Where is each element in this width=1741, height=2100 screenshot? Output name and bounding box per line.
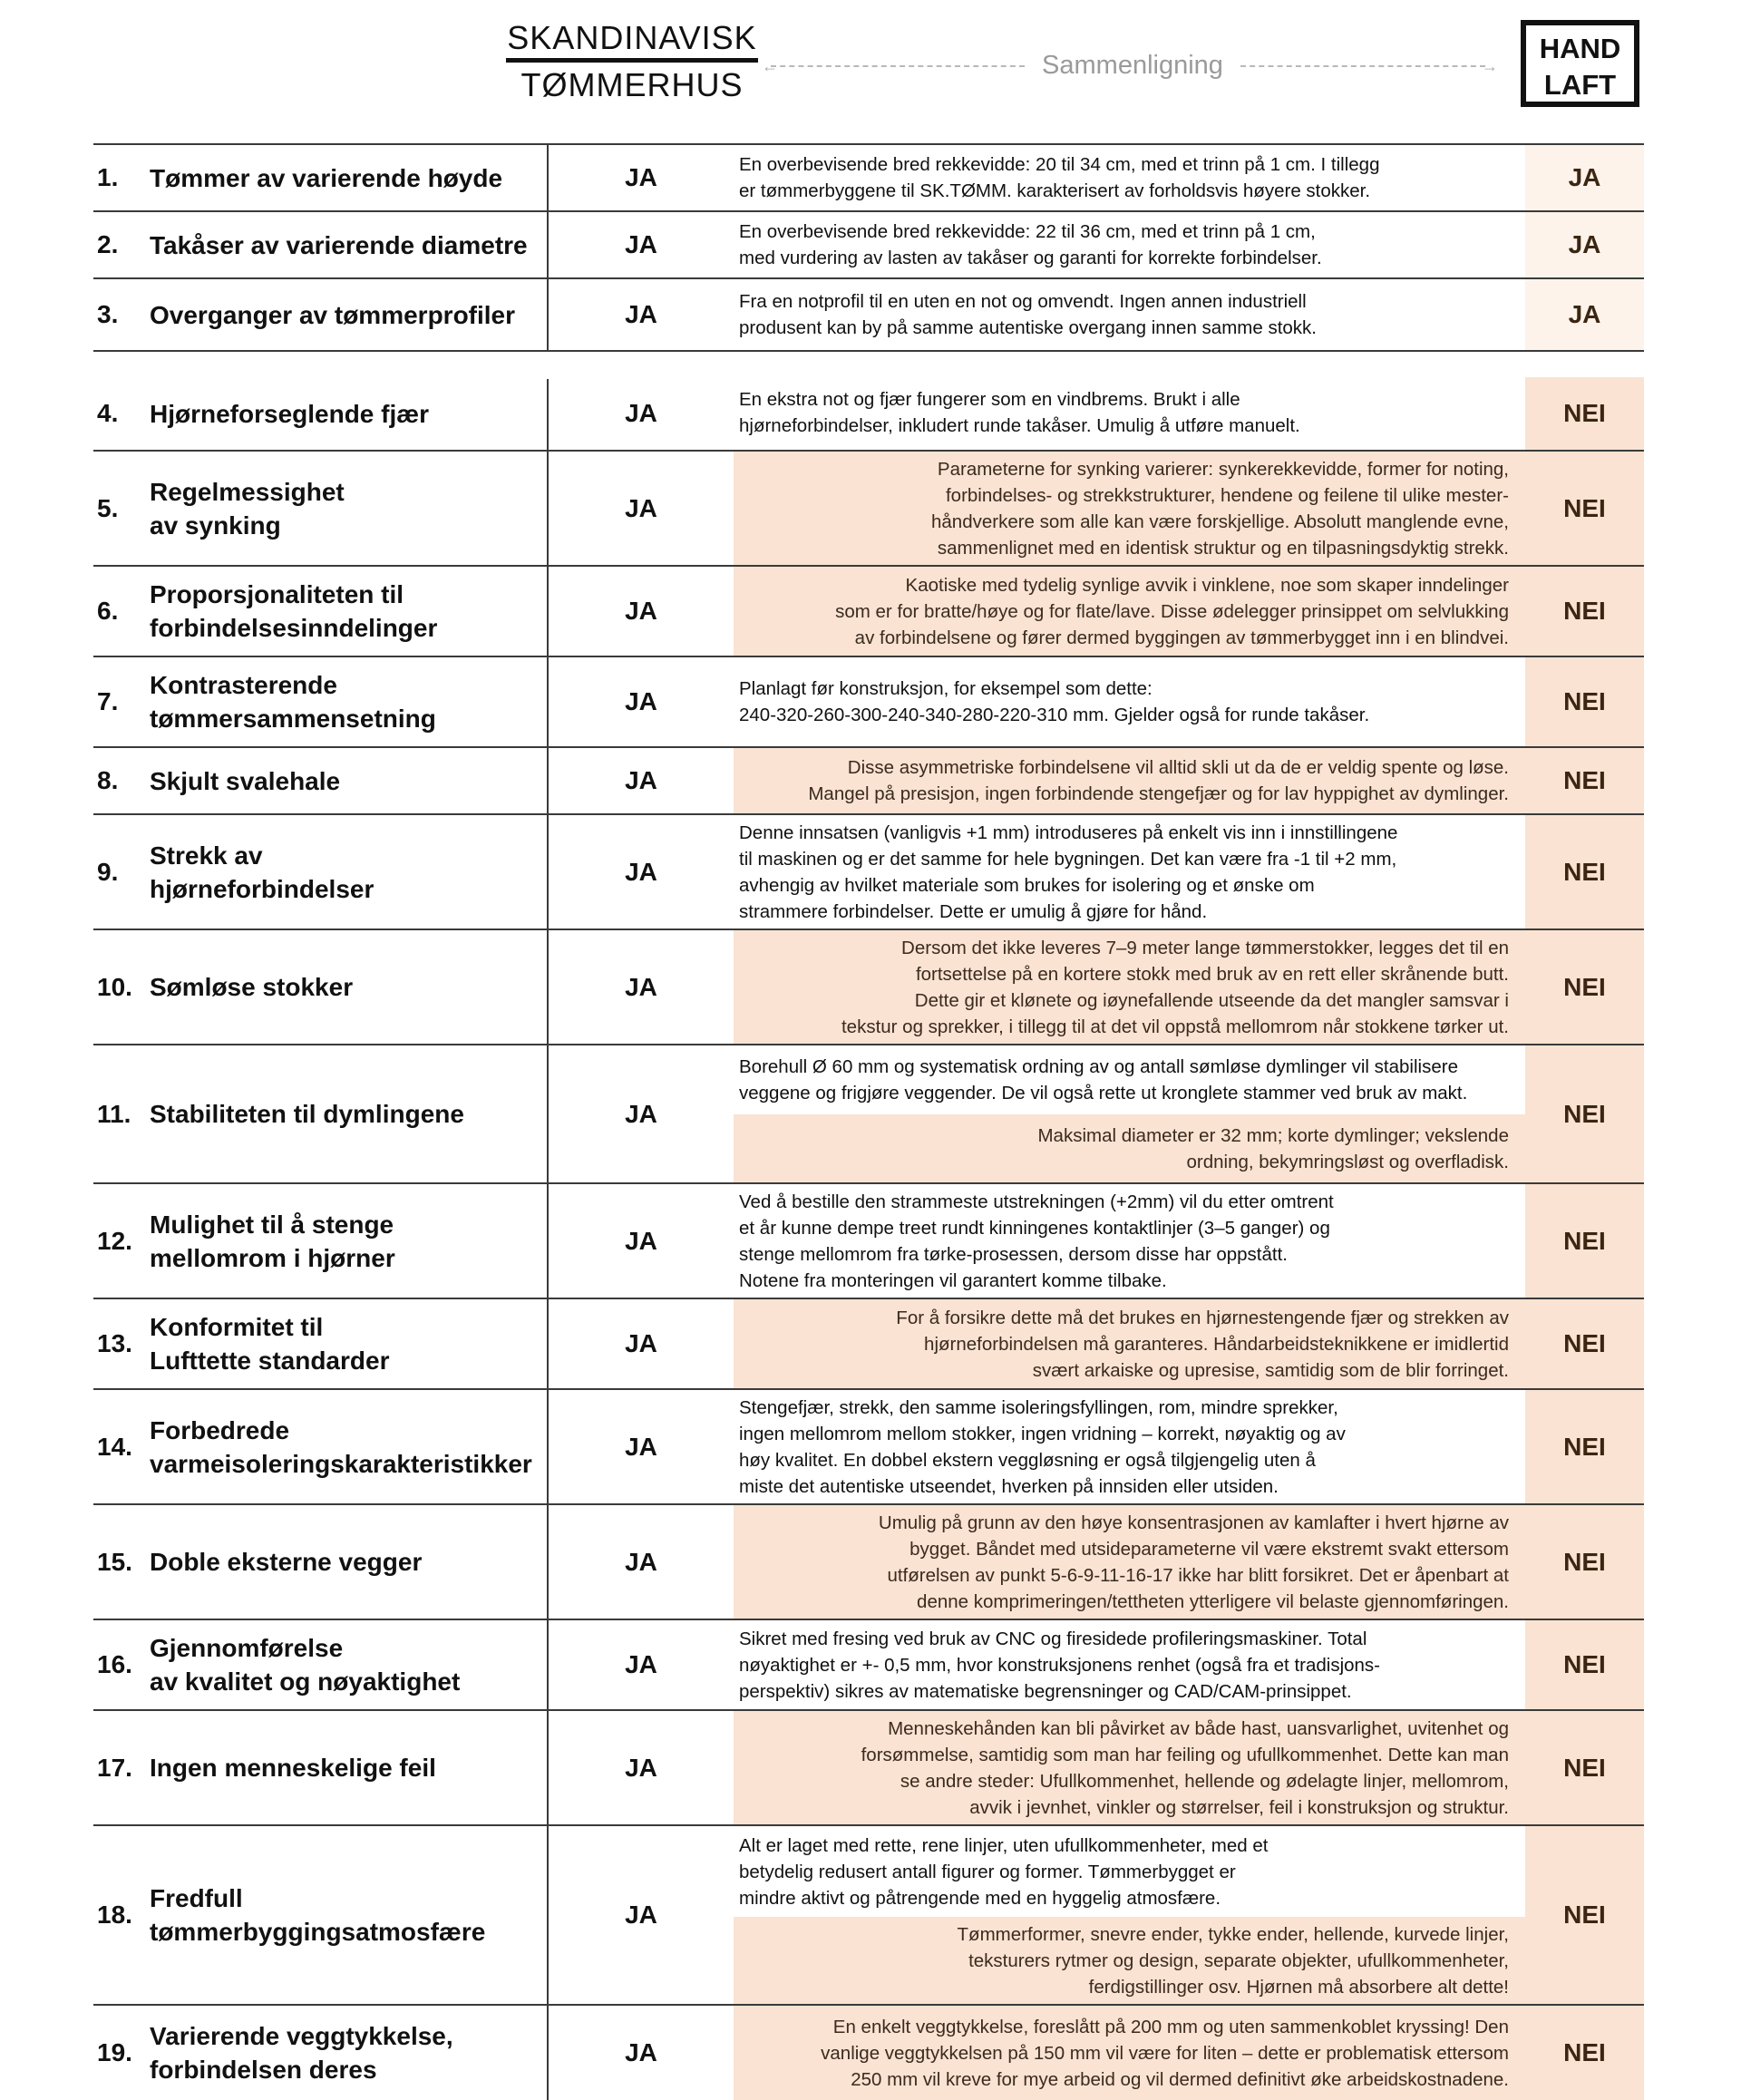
skandinavisk-answer: JA <box>625 597 657 625</box>
row-title-line: Regelmessighet <box>150 477 345 506</box>
description-line: Dette gir et klønete og iøynefallende utseende da det mangler samsvar i <box>914 989 1509 1011</box>
table-row <box>93 1824 1644 2004</box>
row-title-line: Overganger av tømmerprofiler <box>150 300 516 329</box>
row-title-line: Gjennomførelse <box>150 1634 344 1662</box>
description-line: bygget. Båndet med utsideparameterne vil være ekstremt svakt ettersom <box>909 1538 1509 1560</box>
table-row <box>93 143 1644 210</box>
row-number: 17. <box>97 1753 132 1782</box>
row-number: 7. <box>97 687 119 715</box>
row-title-line: Ingen menneskelige feil <box>150 1754 436 1782</box>
description-line: produsent kan by på samme autentiske overgang innen samme stokk. <box>739 317 1317 338</box>
description-block <box>734 1826 1525 1917</box>
hand-laft-logo <box>1521 20 1639 107</box>
table-row <box>93 565 1644 656</box>
skandinavisk-answer: JA <box>625 399 657 427</box>
row-title-line: tømmersammensetning <box>150 705 436 733</box>
hand-laft-answer: NEI <box>1525 1184 1644 1298</box>
row-description <box>734 1390 1525 1503</box>
skandinavisk-answer: JA <box>625 1753 657 1782</box>
row-description <box>734 1299 1525 1388</box>
row-number: 9. <box>97 857 119 886</box>
description-line: Umulig på grunn av den høye konsentrasjonen av kamlafter i hvert hjørne av <box>878 1512 1509 1533</box>
row-number: 4. <box>97 399 119 427</box>
description-block <box>734 567 1525 656</box>
description-line: nøyaktighet er +- 0,5 mm, hvor konstruksjonens renhet (også fra et tradisjons- <box>739 1654 1380 1676</box>
hand-laft-answer: NEI <box>1525 567 1644 656</box>
table-row <box>93 746 1644 813</box>
description-line: ferdigstillinger osv. Hjørnen må absorbere alt dette! <box>1088 1976 1509 1998</box>
hand-laft-answer: NEI <box>1525 1620 1644 1709</box>
description-line: høy kvalitet. En dobbel ekstern veggløsning er også tilgjengelig uten å <box>739 1449 1316 1471</box>
row-description <box>734 1045 1525 1182</box>
hand-laft-answer: NEI <box>1525 2006 1644 2100</box>
description-line: ingen mellomrom mellom stokker, ingen vridning – korrekt, nøyaktig og av <box>739 1423 1346 1444</box>
table-row <box>93 1619 1644 1709</box>
row-title-line: Tømmer av varierende høyde <box>150 163 503 192</box>
description-block <box>734 377 1525 448</box>
description-line: med vurdering av lasten av takåser og garanti for korrekte forbindelser. <box>739 248 1322 268</box>
row-number: 13. <box>97 1329 132 1357</box>
row-description <box>734 1826 1525 2004</box>
description-line: Stengefjær, strekk, den samme isoleringsfyllingen, rom, mindre sprekker, <box>739 1396 1338 1418</box>
description-line: Mangel på presisjon, ingen forbindende stengefjær og for lav hyppighet av dymlinger. <box>808 783 1509 804</box>
row-title-text <box>150 839 374 906</box>
logo-line1: SKANDINAVISK <box>507 19 757 56</box>
hand-laft-answer: NEI <box>1525 1826 1644 2004</box>
description-line: et år kunne dempe treet rundt kinningenes kontaktlinjer (3–5 ganger) og <box>739 1217 1330 1239</box>
row-title-text <box>150 1631 460 1698</box>
row-title-text <box>150 1414 532 1481</box>
row-description <box>734 930 1525 1044</box>
description-block <box>734 1184 1525 1298</box>
description-line: av forbindelsene og fører dermed byggingen av tømmerbygget inn i en blindvei. <box>854 627 1509 648</box>
description-line: stenge mellomrom fra tørke-prosessen, dersom disse har oppstått. <box>739 1243 1288 1265</box>
row-number: 19. <box>97 2038 132 2066</box>
description-line: En overbevisende bred rekkevidde: 20 til 34 cm, med et trinn på 1 cm. I tillegg <box>739 154 1380 175</box>
description-line: Disse asymmetriske forbindelsene vil alltid skli ut da de er veldig spente og løse. <box>847 757 1509 778</box>
description-line: avvik i jevnhet, vinkler og størrelser, feil i konstruksjon og struktur. <box>969 1796 1509 1818</box>
table-row <box>93 1044 1644 1182</box>
row-description <box>734 815 1525 928</box>
table-row <box>93 377 1644 450</box>
description-line: Denne innsatsen (vanligvis +1 mm) introduseres på enkelt vis inn i innstillingene <box>739 822 1398 843</box>
row-description <box>734 1505 1525 1619</box>
hand-laft-answer: NEI <box>1525 657 1644 746</box>
skandinavisk-answer: JA <box>625 230 657 258</box>
description-block <box>734 1114 1525 1182</box>
skandinavisk-answer: JA <box>625 972 657 1001</box>
skandinavisk-answer: JA <box>625 687 657 715</box>
description-line: tekstur og sprekker, i tillegg til at det vil oppstå mellomrom når stokkene tørker ut. <box>841 1016 1509 1037</box>
skandinavisk-answer: JA <box>625 163 657 191</box>
table-row <box>93 656 1644 746</box>
description-line: denne komprimeringen/tettheten ytterligere vil belaste gjennomføringen. <box>917 1590 1509 1612</box>
row-title-line: Skjult svalehale <box>150 766 341 795</box>
table-row <box>93 277 1644 350</box>
hand-laft-answer: NEI <box>1525 1390 1644 1503</box>
description-line: miste det autentiske utseendet, hverken på innsiden eller utsiden. <box>739 1475 1279 1497</box>
description-line: Dersom det ikke leveres 7–9 meter lange tømmerstokker, legges det til en <box>901 937 1509 958</box>
hand-laft-answer: NEI <box>1525 1045 1644 1182</box>
row-title-line: forbindelsesinndelinger <box>150 614 438 642</box>
description-line: avhengig av hvilket materiale som brukes for isolering og et ønske om <box>739 874 1315 896</box>
row-title-line: av synking <box>150 510 281 540</box>
description-block <box>734 2006 1525 2100</box>
row-description <box>734 657 1525 746</box>
row-title-line: Proporsjonaliteten til <box>150 580 404 608</box>
row-title-line: Stabiliteten til dymlingene <box>150 1100 464 1128</box>
table-row <box>93 1182 1644 1298</box>
description-line: Fra en notprofil til en uten en not og omvendt. Ingen annen industriell <box>739 291 1307 312</box>
row-title-line: tømmerbyggingsatmosfære <box>150 1918 486 1946</box>
row-title-line: Hjørneforseglende fjær <box>150 399 430 428</box>
hand-laft-answer: NEI <box>1525 815 1644 928</box>
description-block <box>734 748 1525 813</box>
hand-laft-answer: JA <box>1525 279 1644 350</box>
hand-laft-line1: HAND <box>1539 33 1621 64</box>
comparison-header <box>762 47 1498 83</box>
row-title-text <box>150 161 502 195</box>
description-line: se andre steder: Ufullkommenhet, hellende og ødelagte linjer, mellomrom, <box>900 1770 1509 1792</box>
row-title-line: av kvalitet og nøyaktighet <box>150 1667 461 1696</box>
description-line: Kaotiske med tydelig synlige avvik i vinklene, noe som skaper inndelinger <box>905 574 1509 596</box>
row-title-text <box>150 970 353 1004</box>
description-line: En overbevisende bred rekkevidde: 22 til 36 cm, med et trinn på 1 cm, <box>739 221 1316 242</box>
description-line: veggene og frigjøre veggender. De vil også rette ut kronglete stammer ved bruk av makt. <box>739 1083 1468 1103</box>
row-title-text <box>150 397 429 431</box>
description-line: strammere forbindelser. Dette er umulig å gjøre for hånd. <box>739 900 1208 922</box>
row-title-line: Sømløse stokker <box>150 973 354 1001</box>
description-line: er tømmerbyggene til SK.TØMM. karakterisert av forholdsvis høyere stokker. <box>739 180 1371 201</box>
description-block <box>734 145 1525 210</box>
skandinavisk-answer: JA <box>625 1432 657 1461</box>
hand-laft-line2: LAFT <box>1543 69 1617 101</box>
hand-laft-answer: NEI <box>1525 1711 1644 1824</box>
dashed-line-left <box>771 65 1025 67</box>
description-line: forbindelses- og strekkstrukturer, hendene og feilene til ulike mester- <box>945 484 1509 506</box>
row-number: 12. <box>97 1226 132 1255</box>
section-divider <box>93 350 1644 352</box>
skandinavisk-answer: JA <box>625 766 657 794</box>
arrow-right-icon: → <box>1482 57 1498 75</box>
row-description <box>734 377 1525 450</box>
skandinavisk-tommerhus-logo <box>506 20 758 102</box>
hand-laft-answer: NEI <box>1525 748 1644 813</box>
description-line: En ekstra not og fjær fungerer som en vindbrems. Brukt i alle <box>739 389 1240 410</box>
description-block <box>734 1711 1525 1824</box>
row-number: 1. <box>97 163 119 191</box>
description-line: Tømmerformer, snevre ender, tykke ender, hellende, kurvede linjer, <box>957 1923 1509 1945</box>
row-description <box>734 1620 1525 1709</box>
row-number: 16. <box>97 1650 132 1678</box>
row-description <box>734 1184 1525 1298</box>
description-block <box>734 1917 1525 2004</box>
dashed-line-right <box>1240 65 1485 67</box>
row-title-text <box>150 2019 453 2086</box>
row-description <box>734 212 1525 277</box>
row-description <box>734 452 1525 565</box>
hand-laft-answer: NEI <box>1525 1299 1644 1388</box>
row-number: 14. <box>97 1432 132 1461</box>
description-line: betydelig redusert antall figurer og former. Tømmerbygget er <box>739 1861 1236 1882</box>
row-title-text <box>150 1881 485 1949</box>
table-row <box>93 210 1644 277</box>
description-block <box>734 452 1525 565</box>
description-block <box>734 930 1525 1044</box>
row-title-line: forbindelsen deres <box>150 2056 377 2084</box>
hand-laft-answer: JA <box>1525 145 1644 210</box>
description-block <box>734 1620 1525 1709</box>
row-number: 5. <box>97 493 119 522</box>
description-line: perspektiv) sikres av matematiske begrensninger og CAD/CAM-prinsippet. <box>739 1680 1352 1702</box>
row-title-line: Fredfull <box>150 1884 243 1912</box>
description-line: Parameterne for synking varierer: synkerekkevidde, former for noting, <box>937 458 1509 480</box>
row-title-line: Lufttette standarder <box>150 1347 390 1375</box>
description-line: svært arkaiske og upresise, samtidig som de blir forringet. <box>1032 1359 1509 1381</box>
description-line: En enkelt veggtykkelse, foreslått på 200 mm og uten sammenkoblet kryssing! Den <box>832 2016 1509 2037</box>
row-title-text <box>150 298 515 332</box>
logo-divider <box>506 58 758 63</box>
table-row <box>93 2004 1644 2100</box>
description-line: Ved å bestille den strammeste utstrekningen (+2mm) vil du etter omtrent <box>739 1191 1334 1212</box>
skandinavisk-answer: JA <box>625 857 657 886</box>
row-description <box>734 279 1525 350</box>
row-number: 8. <box>97 766 119 794</box>
skandinavisk-answer: JA <box>625 300 657 328</box>
description-block <box>734 1505 1525 1619</box>
description-line: Sikret med fresing ved bruk av CNC og firesidede profileringsmaskiner. Total <box>739 1628 1367 1649</box>
row-title-line: Varierende veggtykkelse, <box>150 2022 453 2050</box>
description-block <box>734 1045 1525 1114</box>
skandinavisk-answer: JA <box>625 2038 657 2066</box>
row-number: 15. <box>97 1547 132 1576</box>
row-description <box>734 1711 1525 1824</box>
description-line: Borehull Ø 60 mm og systematisk ordning av og antall sømløse dymlinger vil stabilisere <box>739 1056 1458 1077</box>
description-line: håndverkere som alle kan være forskjellige. Absolutt manglende evne, <box>931 510 1509 532</box>
description-block <box>734 279 1525 350</box>
row-title-text <box>150 1310 389 1377</box>
description-line: mindre aktivt og påtrengende med en hyggelig atmosfære. <box>739 1887 1221 1909</box>
row-title-line: Konformitet til <box>150 1313 324 1341</box>
row-description <box>734 2006 1525 2100</box>
description-line: til maskinen og er det samme for hele bygningen. Det kan være fra -1 til +2 mm, <box>739 848 1397 870</box>
row-title-text <box>150 668 436 735</box>
skandinavisk-answer: JA <box>625 1099 657 1128</box>
table-row <box>93 928 1644 1044</box>
row-description <box>734 145 1525 210</box>
description-line: Planlagt før konstruksjon, for eksempel som dette: <box>739 678 1153 699</box>
description-line: 240-320-260-300-240-340-280-220-310 mm. Gjelder også for runde takåser. <box>739 705 1370 725</box>
hand-laft-answer: NEI <box>1525 377 1644 450</box>
row-title-line: varmeisoleringskarakteristikker <box>150 1449 532 1478</box>
table-row <box>93 1388 1644 1503</box>
description-line: utførelsen av punkt 5-6-9-11-16-17 ikke har blitt forsikret. Det er åpenbart at <box>887 1564 1509 1586</box>
row-title-text <box>150 1097 464 1131</box>
row-title-text <box>150 475 345 542</box>
row-title-line: Mulighet til å stenge <box>150 1210 394 1239</box>
row-title-text <box>150 578 437 645</box>
description-line: Notene fra monteringen vil garantert komme tilbake. <box>739 1269 1167 1291</box>
table-row <box>93 1503 1644 1619</box>
row-number: 2. <box>97 230 119 258</box>
row-number: 18. <box>97 1901 132 1929</box>
header <box>0 0 1741 136</box>
description-block <box>734 657 1525 746</box>
row-title-line: hjørneforbindelser <box>150 874 374 903</box>
row-title-line: mellomrom i hjørner <box>150 1243 395 1272</box>
description-line: hjørneforbindelsen må garanteres. Håndarbeidsteknikkene er imidlertid <box>924 1333 1509 1355</box>
row-title-line: Strekk av <box>150 841 263 870</box>
description-line: fortsettelse på en kortere stokk med bruk av en rett eller skrånende butt. <box>915 963 1509 985</box>
description-line: forsømmelse, samtidig som man har feiling og ufullkommenhet. Dette kan man <box>861 1744 1509 1765</box>
row-number: 11. <box>97 1099 131 1128</box>
description-line: 250 mm vil kreve for mye arbeid og vil dermed definitivt øke arbeidskostnadene. <box>851 2068 1509 2090</box>
row-title-text <box>150 764 340 798</box>
row-title-line: Doble eksterne vegger <box>150 1548 423 1576</box>
table-row <box>93 1298 1644 1388</box>
skandinavisk-answer: JA <box>625 1226 657 1255</box>
skandinavisk-answer: JA <box>625 1650 657 1678</box>
row-description <box>734 748 1525 813</box>
table-row <box>93 450 1644 565</box>
row-description <box>734 567 1525 656</box>
arrow-left-icon: ← <box>762 57 778 75</box>
hand-laft-answer: NEI <box>1525 1505 1644 1619</box>
table-row <box>93 1709 1644 1824</box>
description-line: hjørneforbindelser, inkludert runde takåser. Umulig å utføre manuelt. <box>739 415 1300 436</box>
hand-laft-answer: NEI <box>1525 930 1644 1044</box>
description-block <box>734 1390 1525 1503</box>
description-line: Alt er laget med rette, rene linjer, uten ufullkommenheter, med et <box>739 1834 1269 1856</box>
comparison-label: Sammenligning <box>1042 51 1223 80</box>
skandinavisk-answer: JA <box>625 493 657 522</box>
skandinavisk-answer: JA <box>625 1547 657 1576</box>
description-line: For å forsikre dette må det brukes en hjørnestengende fjær og strekken av <box>896 1307 1509 1328</box>
row-number: 10. <box>97 972 132 1001</box>
skandinavisk-answer: JA <box>625 1901 657 1929</box>
description-line: sammenlignet med en identisk struktur og en tilpasningsdyktig strekk. <box>937 537 1509 559</box>
row-title-line: Forbedrede <box>150 1415 290 1444</box>
description-line: vanlige veggtykkelsen på 150 mm vil være for liten – dette er problematisk ettersom <box>821 2042 1509 2064</box>
row-title-line: Takåser av varierende diametre <box>150 230 528 259</box>
skandinavisk-answer: JA <box>625 1329 657 1357</box>
description-block <box>734 212 1525 277</box>
hand-laft-answer: JA <box>1525 212 1644 277</box>
table-row <box>93 813 1644 928</box>
row-title-text <box>150 228 528 262</box>
row-title-text <box>150 1208 395 1275</box>
row-title-text <box>150 1751 436 1784</box>
description-line: som er for bratte/høye og for flate/lave. Disse ødelegger prinsippet om selvlukking <box>835 600 1509 622</box>
description-block <box>734 1299 1525 1388</box>
row-number: 3. <box>97 300 119 328</box>
row-title-text <box>150 1545 422 1579</box>
description-line: Menneskehånden kan bli påvirket av både hast, uansvarlighet, uvitenhet og <box>888 1717 1509 1739</box>
row-number: 6. <box>97 597 119 625</box>
description-line: teksturers rytmer og design, separate objekter, ufullkommenheter, <box>968 1949 1509 1971</box>
row-title-line: Kontrasterende <box>150 671 337 699</box>
logo-line2: TØMMERHUS <box>520 66 744 103</box>
description-block <box>734 815 1525 928</box>
description-line: ordning, bekymringsløst og overfladisk. <box>1186 1151 1509 1172</box>
hand-laft-answer: NEI <box>1525 452 1644 565</box>
description-line: Maksimal diameter er 32 mm; korte dymlinger; vekslende <box>1037 1124 1509 1146</box>
